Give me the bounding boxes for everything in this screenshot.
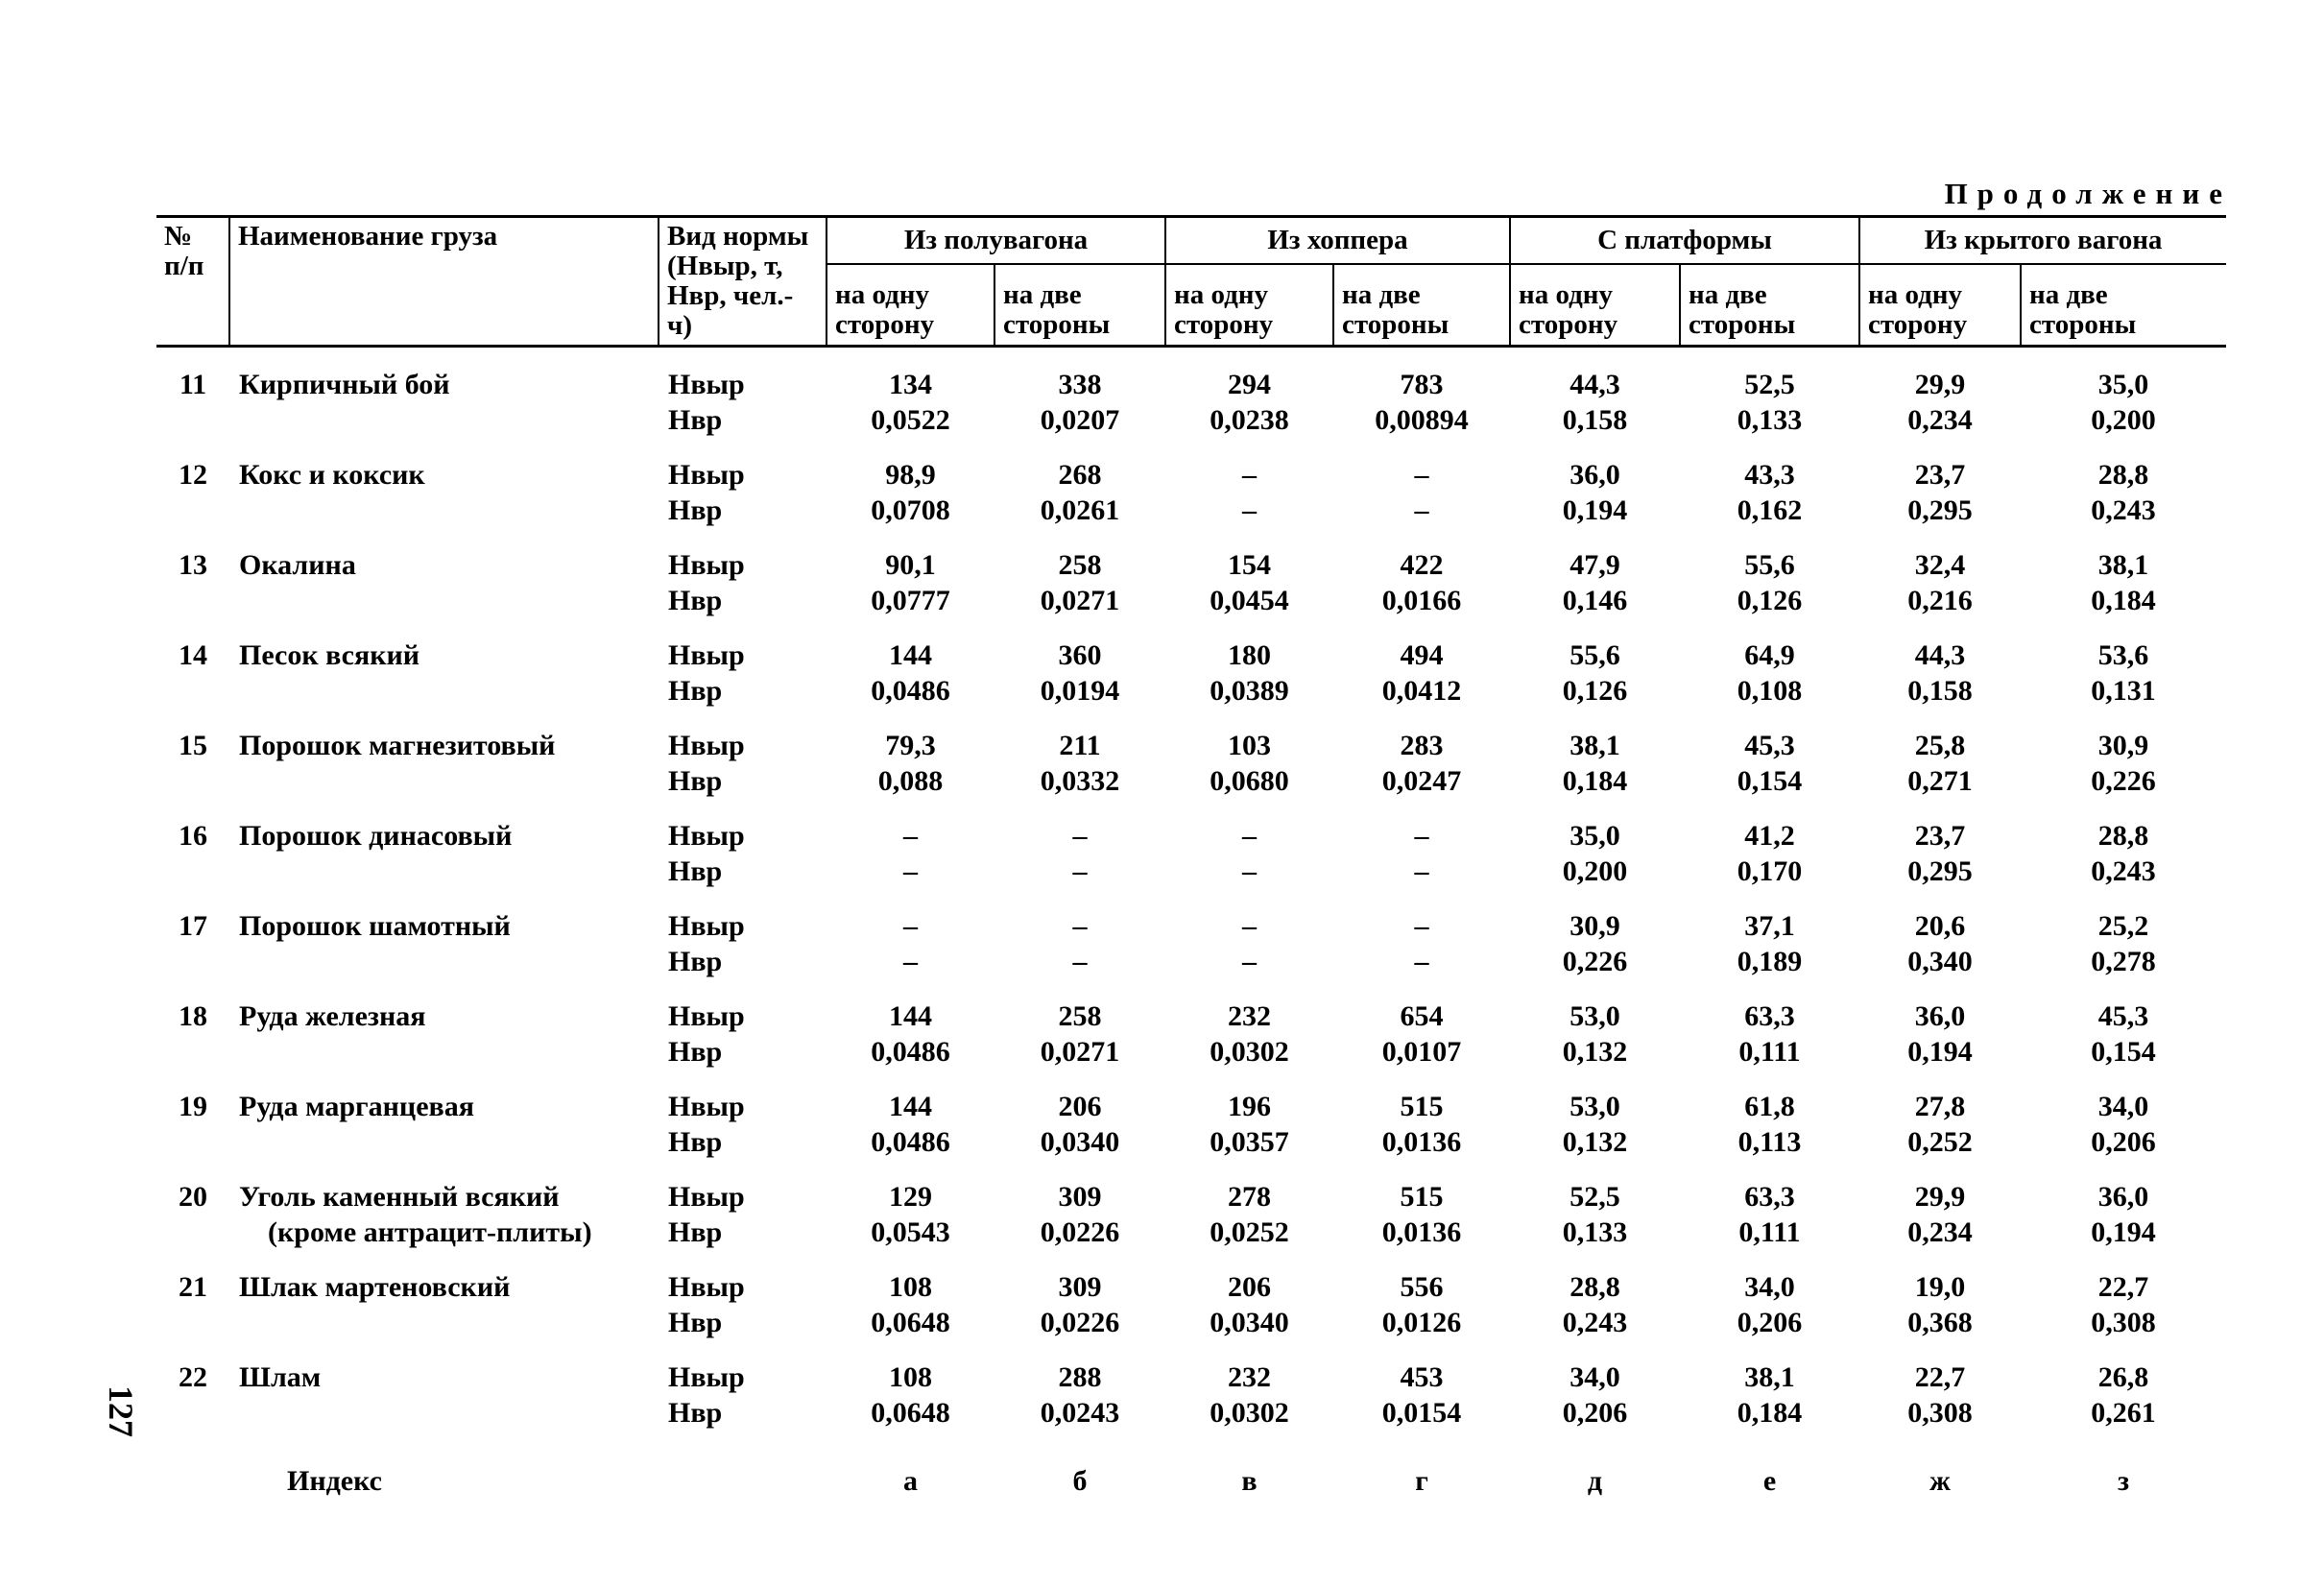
value-cell: – xyxy=(903,910,918,942)
value-cell: 0,0207 xyxy=(1040,404,1120,436)
value-cell: 283 xyxy=(1400,730,1444,761)
value-cell: 0,234 xyxy=(1907,1216,1973,1248)
row-number: 14 xyxy=(179,639,207,671)
value-cell: 34,0 xyxy=(2097,1091,2149,1122)
value-cell: 53,6 xyxy=(2097,639,2149,671)
value-cell: 268 xyxy=(1058,459,1102,491)
value-cell: 294 xyxy=(1228,369,1271,400)
value-cell: 0,111 xyxy=(1738,1216,1801,1248)
value-cell: 0,158 xyxy=(1907,675,1973,707)
cargo-name: Руда марганцевая xyxy=(239,1091,474,1122)
value-cell: 0,0252 xyxy=(1210,1216,1289,1248)
value-cell: 0,0247 xyxy=(1381,765,1462,797)
value-cell: 0,206 xyxy=(1562,1397,1628,1429)
sub-header-one-side: на одну сторону xyxy=(1859,264,2021,346)
page-number: 127 xyxy=(102,1385,140,1437)
cargo-name-cell xyxy=(229,889,659,979)
norm-kind: Нвр xyxy=(668,1216,723,1248)
value-cell: 206 xyxy=(1228,1271,1271,1303)
value-cell: 0,308 xyxy=(1907,1397,1973,1429)
value-cell: 0,216 xyxy=(1907,585,1973,616)
sub-header-two-sides: на две стороны xyxy=(2021,264,2226,346)
value-cell: 0,200 xyxy=(2091,404,2156,436)
value-cell: 258 xyxy=(1058,549,1102,581)
value-cell: 0,184 xyxy=(1737,1397,1803,1429)
value-cell: 0,234 xyxy=(1907,404,1973,436)
value-cell: 360 xyxy=(1058,639,1102,671)
cargo-name: Шлак мартеновский xyxy=(239,1271,511,1303)
value-cell: 28,8 xyxy=(2097,459,2149,491)
cargo-name-cell xyxy=(229,799,659,889)
value-cell: 453 xyxy=(1400,1361,1444,1393)
value-cell: 0,0226 xyxy=(1040,1216,1120,1248)
continuation-label: Продолжение xyxy=(1944,177,2232,210)
value-cell: – xyxy=(1242,820,1257,852)
index-cell: а xyxy=(903,1465,918,1497)
value-cell: 27,8 xyxy=(1914,1091,1966,1122)
value-cell: 0,0332 xyxy=(1040,765,1120,797)
cargo-name: Окалина xyxy=(239,549,356,581)
norm-kind: Нвр xyxy=(668,946,723,977)
value-cell: – xyxy=(1242,910,1257,942)
value-cell: 37,1 xyxy=(1744,910,1795,942)
table-row xyxy=(156,709,2226,763)
value-cell: 0,0680 xyxy=(1210,765,1289,797)
cargo-name-cell xyxy=(229,1070,659,1160)
value-cell: 23,7 xyxy=(1914,820,1966,852)
value-cell: 19,0 xyxy=(1914,1271,1966,1303)
value-cell: 144 xyxy=(889,639,932,671)
index-cell: б xyxy=(1072,1465,1088,1497)
value-cell: 25,8 xyxy=(1914,730,1966,761)
value-cell: 36,0 xyxy=(1914,1000,1966,1032)
value-cell: – xyxy=(1414,494,1429,526)
value-cell: 0,189 xyxy=(1737,946,1803,977)
value-cell: – xyxy=(1072,946,1088,977)
value-cell: 103 xyxy=(1228,730,1271,761)
value-cell: 494 xyxy=(1400,639,1444,671)
value-cell: 0,295 xyxy=(1907,494,1973,526)
norm-kind: Нвр xyxy=(668,1036,723,1068)
value-cell: 0,170 xyxy=(1737,855,1803,887)
table-row xyxy=(156,1250,2226,1305)
value-cell: 0,0412 xyxy=(1381,675,1462,707)
norm-kind: Нвыр xyxy=(668,730,745,761)
sub-header-one-side: на одну сторону xyxy=(827,264,994,346)
value-cell: 0,0454 xyxy=(1210,585,1289,616)
value-cell: – xyxy=(1414,910,1429,942)
norm-kind: Нвыр xyxy=(668,1000,745,1032)
cargo-name-cell xyxy=(229,979,659,1070)
value-cell: – xyxy=(903,946,918,977)
value-cell: 309 xyxy=(1058,1271,1102,1303)
row-number: 16 xyxy=(179,820,207,852)
value-cell: 0,126 xyxy=(1562,675,1628,707)
table-row xyxy=(156,1160,2226,1215)
value-cell: 0,0648 xyxy=(871,1397,950,1429)
value-cell: 0,0648 xyxy=(871,1307,950,1338)
value-cell: 0,368 xyxy=(1907,1307,1973,1338)
table-row xyxy=(156,347,2226,403)
value-cell: 0,0136 xyxy=(1381,1126,1462,1158)
norm-kind: Нвыр xyxy=(668,1361,745,1393)
table-row xyxy=(156,799,2226,854)
value-cell: 0,132 xyxy=(1562,1036,1628,1068)
value-cell: 0,154 xyxy=(2091,1036,2156,1068)
value-cell: – xyxy=(1242,946,1257,977)
value-cell: 20,6 xyxy=(1914,910,1966,942)
cargo-name: Песок всякий xyxy=(239,639,420,671)
norm-kind: Нвыр xyxy=(668,1181,745,1213)
value-cell: 53,0 xyxy=(1569,1000,1620,1032)
row-number: 13 xyxy=(179,549,207,581)
value-cell: – xyxy=(1072,910,1088,942)
value-cell: 0,0136 xyxy=(1381,1216,1462,1248)
value-cell: 278 xyxy=(1228,1181,1271,1213)
index-cell: г xyxy=(1415,1465,1428,1497)
value-cell: 90,1 xyxy=(885,549,936,581)
table-row xyxy=(156,889,2226,944)
value-cell: – xyxy=(1414,459,1429,491)
row-number: 19 xyxy=(179,1091,207,1122)
value-cell: 144 xyxy=(889,1091,932,1122)
cargo-name-cell xyxy=(229,1250,659,1340)
table-row xyxy=(156,1340,2226,1395)
norm-kind: Нвр xyxy=(668,1126,723,1158)
index-cell: д xyxy=(1587,1465,1603,1497)
value-cell: 30,9 xyxy=(2097,730,2149,761)
value-cell: 0,194 xyxy=(1907,1036,1973,1068)
value-cell: 0,243 xyxy=(2091,855,2156,887)
value-cell: 35,0 xyxy=(2097,369,2149,400)
value-cell: 45,3 xyxy=(1744,730,1795,761)
value-cell: 0,131 xyxy=(2091,675,2156,707)
value-cell: 0,194 xyxy=(1562,494,1628,526)
sub-header-two-sides: на две стороны xyxy=(994,264,1165,346)
norm-kind: Нвр xyxy=(668,675,723,707)
col-header-name: Наименование груза xyxy=(229,217,659,347)
value-cell: 0,206 xyxy=(2091,1126,2156,1158)
value-cell: 41,2 xyxy=(1744,820,1795,852)
value-cell: 0,243 xyxy=(1562,1307,1628,1338)
row-number: 22 xyxy=(179,1361,207,1393)
value-cell: 53,0 xyxy=(1569,1091,1620,1122)
value-cell: 0,0271 xyxy=(1040,1036,1120,1068)
value-cell: 0,133 xyxy=(1737,404,1803,436)
value-cell: 0,00894 xyxy=(1375,404,1469,436)
table-row xyxy=(156,1070,2226,1124)
norm-kind: Нвр xyxy=(668,1397,723,1429)
norm-kind: Нвр xyxy=(668,404,723,436)
value-cell: 0,0486 xyxy=(871,675,950,707)
value-cell: 288 xyxy=(1058,1361,1102,1393)
index-cell: ж xyxy=(1929,1465,1951,1497)
value-cell: 0,0389 xyxy=(1210,675,1289,707)
value-cell: 30,9 xyxy=(1569,910,1620,942)
value-cell: 0,206 xyxy=(1737,1307,1803,1338)
row-number: 21 xyxy=(179,1271,207,1303)
group-header: Из крытого вагона xyxy=(1859,217,2226,265)
value-cell: 38,1 xyxy=(1744,1361,1795,1393)
cargo-name: Кокс и коксик xyxy=(239,459,425,491)
value-cell: 108 xyxy=(889,1271,932,1303)
value-cell: 45,3 xyxy=(2097,1000,2149,1032)
cargo-name-cell xyxy=(229,1160,659,1250)
value-cell: 0,132 xyxy=(1562,1126,1628,1158)
value-cell: 52,5 xyxy=(1744,369,1795,400)
value-cell: 515 xyxy=(1400,1091,1444,1122)
value-cell: 0,0486 xyxy=(871,1126,950,1158)
value-cell: 206 xyxy=(1058,1091,1102,1122)
value-cell: 0,0243 xyxy=(1040,1397,1120,1429)
norm-kind: Нвыр xyxy=(668,639,745,671)
group-header: Из полувагона xyxy=(827,217,1165,265)
value-cell: – xyxy=(903,820,918,852)
value-cell: 29,9 xyxy=(1914,369,1966,400)
value-cell: 36,0 xyxy=(1569,459,1620,491)
value-cell: 0,0154 xyxy=(1381,1397,1462,1429)
index-label: Индекс xyxy=(287,1465,382,1497)
value-cell: 654 xyxy=(1400,1000,1444,1032)
value-cell: 0,271 xyxy=(1907,765,1973,797)
value-cell: 0,0522 xyxy=(871,404,950,436)
value-cell: 0,0543 xyxy=(871,1216,950,1248)
value-cell: 0,252 xyxy=(1907,1126,1973,1158)
cargo-name: Кирпичный бой xyxy=(239,369,450,400)
norm-kind: Нвыр xyxy=(668,549,745,581)
value-cell: 783 xyxy=(1400,369,1444,400)
value-cell: 422 xyxy=(1400,549,1444,581)
value-cell: 0,278 xyxy=(2091,946,2156,977)
cargo-name-cell xyxy=(229,709,659,799)
value-cell: 22,7 xyxy=(2097,1271,2149,1303)
value-cell: 309 xyxy=(1058,1181,1102,1213)
value-cell: 34,0 xyxy=(1569,1361,1620,1393)
cargo-name-cell xyxy=(229,618,659,709)
value-cell: – xyxy=(1242,494,1257,526)
value-cell: 515 xyxy=(1400,1181,1444,1213)
value-cell: 22,7 xyxy=(1914,1361,1966,1393)
value-cell: 28,8 xyxy=(1569,1271,1620,1303)
value-cell: – xyxy=(1414,855,1429,887)
cargo-name: Порошок шамотный xyxy=(239,910,511,942)
value-cell: 38,1 xyxy=(1569,730,1620,761)
table-body xyxy=(156,347,2226,1432)
value-cell: 25,2 xyxy=(2097,910,2149,942)
norm-kind: Нвыр xyxy=(668,910,745,942)
value-cell: 32,4 xyxy=(1914,549,1966,581)
value-cell: 0,0126 xyxy=(1381,1307,1462,1338)
value-cell: 98,9 xyxy=(885,459,936,491)
row-number: 17 xyxy=(179,910,207,942)
value-cell: 0,0261 xyxy=(1040,494,1120,526)
value-cell: 55,6 xyxy=(1569,639,1620,671)
value-cell: – xyxy=(1072,855,1088,887)
norm-kind: Нвыр xyxy=(668,459,745,491)
value-cell: 0,0302 xyxy=(1210,1397,1289,1429)
value-cell: 0,0340 xyxy=(1210,1307,1289,1338)
value-cell: 154 xyxy=(1228,549,1271,581)
value-cell: 23,7 xyxy=(1914,459,1966,491)
norm-kind: Нвр xyxy=(668,585,723,616)
value-cell: 0,184 xyxy=(1562,765,1628,797)
value-cell: 47,9 xyxy=(1569,549,1620,581)
value-cell: 0,194 xyxy=(2091,1216,2156,1248)
value-cell: 0,088 xyxy=(877,765,944,797)
row-number: 18 xyxy=(179,1000,207,1032)
group-header: С платформы xyxy=(1510,217,1859,265)
value-cell: 0,0357 xyxy=(1210,1126,1289,1158)
index-cell: з xyxy=(2117,1465,2130,1497)
value-cell: 55,6 xyxy=(1744,549,1795,581)
value-cell: 556 xyxy=(1400,1271,1444,1303)
value-cell: 36,0 xyxy=(2097,1181,2149,1213)
value-cell: 63,3 xyxy=(1744,1181,1795,1213)
value-cell: 0,0166 xyxy=(1381,585,1462,616)
cargo-name: Порошок магнезитовый xyxy=(239,730,556,761)
norm-kind: Нвыр xyxy=(668,820,745,852)
group-header: Из хоппера xyxy=(1165,217,1510,265)
value-cell: – xyxy=(1072,820,1088,852)
row-number: 11 xyxy=(179,369,207,400)
value-cell: 44,3 xyxy=(1569,369,1620,400)
row-number: 15 xyxy=(179,730,207,761)
norm-kind: Нвыр xyxy=(668,369,745,400)
norms-table xyxy=(156,215,2226,1499)
cargo-name: Руда железная xyxy=(239,1000,426,1032)
cargo-name: Шлам xyxy=(239,1361,322,1393)
value-cell: 79,3 xyxy=(885,730,936,761)
value-cell: 29,9 xyxy=(1914,1181,1966,1213)
value-cell: 338 xyxy=(1058,369,1102,400)
sub-header-one-side: на одну сторону xyxy=(1165,264,1333,346)
cargo-name-cell xyxy=(229,438,659,528)
value-cell: 64,9 xyxy=(1744,639,1795,671)
value-cell: 0,0708 xyxy=(871,494,950,526)
value-cell: 0,340 xyxy=(1907,946,1973,977)
value-cell: 144 xyxy=(889,1000,932,1032)
row-number: 12 xyxy=(179,459,207,491)
value-cell: 26,8 xyxy=(2097,1361,2149,1393)
col-header-num: № п/п xyxy=(156,217,229,347)
index-cell: в xyxy=(1241,1465,1258,1497)
cargo-name-cell xyxy=(229,347,659,439)
value-cell: – xyxy=(903,855,918,887)
table-row xyxy=(156,979,2226,1034)
norm-kind: Нвр xyxy=(668,494,723,526)
value-cell: 0,133 xyxy=(1562,1216,1628,1248)
col-header-kind: Вид нормы (Нвыр, т, Нвр, чел.-ч) xyxy=(659,217,827,347)
value-cell: 0,0107 xyxy=(1381,1036,1462,1068)
value-cell: – xyxy=(1242,855,1257,887)
value-cell: 232 xyxy=(1228,1000,1271,1032)
norm-kind: Нвр xyxy=(668,855,723,887)
value-cell: 0,146 xyxy=(1562,585,1628,616)
value-cell: – xyxy=(1242,459,1257,491)
value-cell: 129 xyxy=(889,1181,932,1213)
norm-kind: Нвыр xyxy=(668,1091,745,1122)
value-cell: 232 xyxy=(1228,1361,1271,1393)
value-cell: 63,3 xyxy=(1744,1000,1795,1032)
value-cell: 0,308 xyxy=(2091,1307,2156,1338)
value-cell: 0,154 xyxy=(1737,765,1803,797)
row-number: 20 xyxy=(179,1181,207,1213)
value-cell: 43,3 xyxy=(1744,459,1795,491)
value-cell: 35,0 xyxy=(1569,820,1620,852)
value-cell: 0,0238 xyxy=(1210,404,1289,436)
value-cell: 258 xyxy=(1058,1000,1102,1032)
value-cell: 0,111 xyxy=(1738,1036,1801,1068)
value-cell: 0,158 xyxy=(1562,404,1628,436)
value-cell: 0,113 xyxy=(1737,1126,1802,1158)
cargo-name-note: (кроме антрацит-плиты) xyxy=(268,1216,592,1248)
value-cell: 0,162 xyxy=(1737,494,1803,526)
value-cell: 0,295 xyxy=(1907,855,1973,887)
value-cell: 34,0 xyxy=(1744,1271,1795,1303)
value-cell: 0,226 xyxy=(2091,765,2156,797)
sub-header-one-side: на одну сторону xyxy=(1510,264,1680,346)
value-cell: 0,0486 xyxy=(871,1036,950,1068)
index-cell: е xyxy=(1762,1465,1777,1497)
value-cell: 0,184 xyxy=(2091,585,2156,616)
value-cell: 0,200 xyxy=(1562,855,1628,887)
table-row xyxy=(156,528,2226,583)
cargo-name-cell xyxy=(229,528,659,618)
cargo-name: Уголь каменный всякий xyxy=(239,1181,560,1213)
value-cell: – xyxy=(1414,946,1429,977)
value-cell: 0,0777 xyxy=(871,585,950,616)
value-cell: 52,5 xyxy=(1569,1181,1620,1213)
value-cell: – xyxy=(1414,820,1429,852)
index-row xyxy=(156,1431,2226,1499)
cargo-name-cell xyxy=(229,1340,659,1431)
value-cell: 134 xyxy=(889,369,932,400)
value-cell: 0,261 xyxy=(2091,1397,2156,1429)
value-cell: 211 xyxy=(1059,730,1101,761)
value-cell: 0,0271 xyxy=(1040,585,1120,616)
value-cell: 44,3 xyxy=(1914,639,1966,671)
value-cell: 0,0302 xyxy=(1210,1036,1289,1068)
value-cell: 0,108 xyxy=(1737,675,1803,707)
value-cell: 0,0194 xyxy=(1040,675,1120,707)
sub-header-two-sides: на две стороны xyxy=(1680,264,1859,346)
table-row xyxy=(156,438,2226,493)
value-cell: 38,1 xyxy=(2097,549,2149,581)
value-cell: 0,0226 xyxy=(1040,1307,1120,1338)
norm-kind: Нвыр xyxy=(668,1271,745,1303)
value-cell: 0,243 xyxy=(2091,494,2156,526)
sub-header-two-sides: на две стороны xyxy=(1333,264,1510,346)
value-cell: 196 xyxy=(1228,1091,1271,1122)
value-cell: 0,0340 xyxy=(1040,1126,1120,1158)
norm-kind: Нвр xyxy=(668,765,723,797)
value-cell: 28,8 xyxy=(2097,820,2149,852)
table-row xyxy=(156,618,2226,673)
value-cell: 61,8 xyxy=(1744,1091,1795,1122)
value-cell: 0,226 xyxy=(1562,946,1628,977)
value-cell: 108 xyxy=(889,1361,932,1393)
norm-kind: Нвр xyxy=(668,1307,723,1338)
value-cell: 180 xyxy=(1228,639,1271,671)
cargo-name: Порошок динасовый xyxy=(239,820,513,852)
value-cell: 0,126 xyxy=(1737,585,1803,616)
